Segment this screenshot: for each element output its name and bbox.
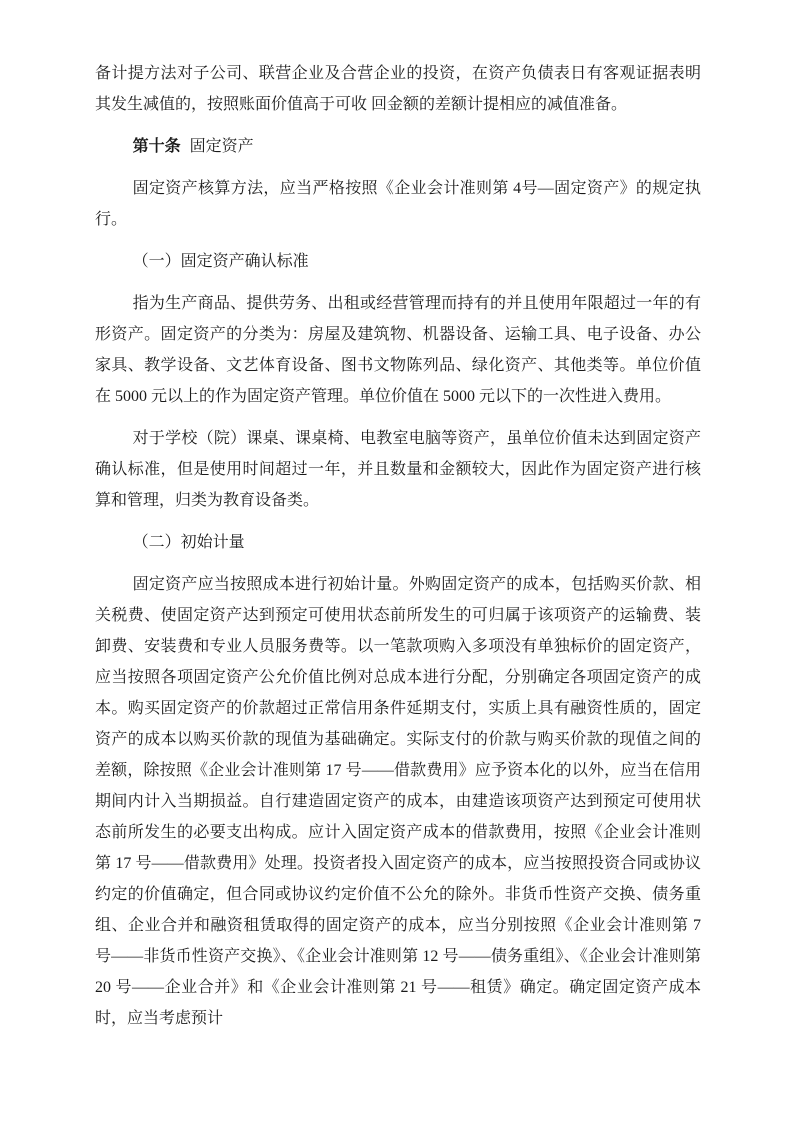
article-10-heading	[95, 131, 701, 162]
subheading-initial-measurement: （二）初始计量	[132, 534, 245, 551]
paragraph-impairment-continuation: 备计提方法对子公司、联营企业及合营企业的投资，在资产负债表日有客观证据表明其发生减值的，按照账面价值高于可收 回金额的差额计提相应的减值准备。	[95, 65, 701, 113]
article-number: 第十条	[132, 138, 181, 155]
paragraph-recognition-criteria: 指为生产商品、提供劳务、出租或经营管理而持有的并且使用年限超过一年的有形资产。固定资产的分类为：房屋及建筑物、机器设备、运输工具、电子设备、办公家具、教学设备、文艺体育设备、图书文物陈列品、绿化资产、其他类等。单位价值在 5000 元以上的作为固定资产管理。单位价值在 5000 元以下的一次性进入费用。	[95, 295, 701, 405]
document-content	[95, 58, 701, 1045]
paragraph-school-assets: 对于学校（院）课桌、课桌椅、电教室电脑等资产，虽单位价值未达到固定资产确认标准，但是使用时间超过一年，并且数量和金额较大，因此作为固定资产进行核算和管理，归类为教育设备类。	[95, 430, 701, 509]
article-title: 固定资产	[189, 138, 254, 155]
paragraph-initial-measurement: 固定资产应当按照成本进行初始计量。外购固定资产的成本，包括购买价款、相关税费、使固定资产达到预定可使用状态前所发生的可归属于该项资产的运输费、装卸费、安装费和专业人员服务费等。以一笔款项购入多项没有单独标价的固定资产，应当按照各项固定资产公允价值比例对总成本进行分配，分别确定各项固定资产的成本。购买固定资产的价款超过正常信用条件延期支付，实质上具有融资性质的，固定资产的成本以购买价款的现值为基础确定。实际支付的价款与购买价款的现值之间的差额，除按照《企业会计准则第 17 号——借款费用》应予资本化的以外，应当在信用期间内计入当期损益。自行建造固定资产的成本，由建造该项资产达到预定可使用状态前所发生的必要支出构成。应计入固定资产成本的借款费用，按照《企业会计准则第 17 号——借款费用》处理。投资者投入固定资产的成本，应当按照投资合同或协议约定的价值确定，但合同或协议约定价值不公允的除外。非货币性资产交换、债务重组、企业合并和融资租赁取得的固定资产的成本，应当分别按照《企业会计准则第 7 号——非货币性资产交换》、《企业会计准则第 12 号——债务重组》、《企业会计准则第 20 号——企业合并》和《企业会计准则第 21 号——租赁》确定。确定固定资产成本时，应当考虑预计	[95, 576, 701, 1027]
subheading-recognition-criteria: （一）固定资产确认标准	[132, 253, 309, 270]
paragraph-accounting-method: 固定资产核算方法，应当严格按照《企业会计准则第 4号—固定资产》的规定执行。	[95, 180, 701, 228]
